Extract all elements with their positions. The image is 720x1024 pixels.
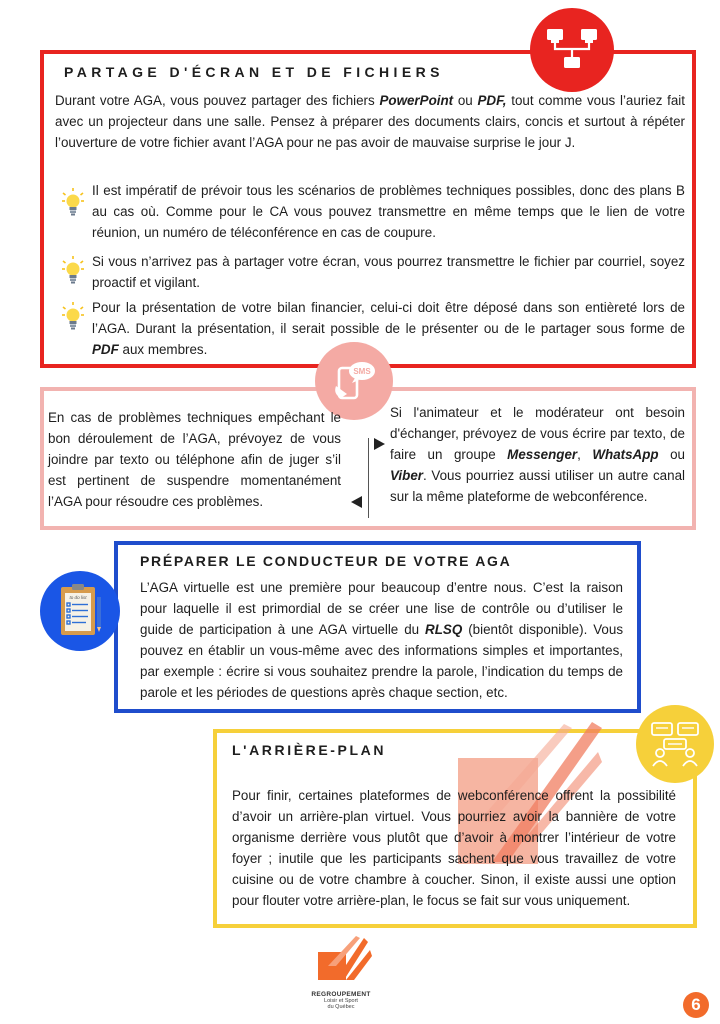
tip-text: Pour la présentation de votre bilan financier, celui-ci doit être déposé dans son entièreté lors de l’AGA. Durant la présentation, il serait possible de le présenter ou de le partager sous forme de: [92, 300, 685, 336]
conducteur-title: PRÉPARER LE CONDUCTEUR DE VOTRE AGA: [140, 553, 512, 569]
logo-line-1: REGROUPEMENT: [311, 991, 371, 998]
logo-line-2: Loisir et Sport: [324, 998, 358, 1004]
lightbulb-icon: [62, 302, 84, 330]
lightbulb-icon: [62, 188, 84, 216]
todo-list-icon: [55, 583, 105, 639]
sms-text: ,: [577, 447, 593, 462]
pdf-label: PDF: [92, 342, 119, 357]
todo-icon-label: to do list: [69, 595, 87, 600]
messenger-label: Messenger: [507, 447, 578, 462]
logo-line-3: du Québec: [327, 1004, 355, 1010]
intro-text: Durant votre AGA, vous pouvez partager des fichiers: [55, 93, 380, 108]
conducteur-text: L’AGA virtuelle est une première pour beaucoup d’entre nous. C’est la raison pour laquelle il est primordial de se créer une lise de contrôle ou d’utiliser le guide de participation à une AGA virtuelle du: [140, 580, 623, 637]
sms-phone-icon: [331, 358, 377, 404]
chat-people-icon: [650, 719, 700, 769]
page-number-badge: [683, 992, 709, 1018]
tip-text: aux membres.: [118, 342, 208, 357]
todo-icon-badge: [40, 571, 120, 651]
pdf-label: PDF,: [477, 93, 507, 108]
intro-text: ou: [453, 93, 478, 108]
sms-left-text: En cas de problèmes techniques empêchant le bon déroulement de l’AGA, prévoyez de vous joindre par texto ou téléphone afin de juger s’il est pertinent de suspendre momentanément l’AGA pour résoudre ces problèmes.: [48, 410, 341, 509]
rlsq-logo: [306, 936, 376, 1016]
conducteur-text: (bientôt disponible). Vous pouvez en établir un vous-même avec des informations simples et importantes, par exemple : écrire si vous souhaitez prendre la parole, l’indication du temps de parole et les périodes de questions après chaque section, etc.: [140, 622, 624, 700]
column-divider: [368, 438, 369, 518]
rlsq-logo-mark: [306, 936, 376, 984]
sms-text: . Vous pourriez aussi utiliser un autre canal sur la même plateforme de webconférence.: [390, 468, 685, 504]
intro-text: tout comme vous l’auriez fait avec un projecteur dans une salle. Pensez à préparer des documents clairs, concis et surtout à répéter l’ouverture de votre fichier avant l’AGA pour ne pas avoir de mauvaise surprise le jour J.: [55, 93, 685, 150]
divider-arrow-left: [351, 496, 362, 508]
rlsq-label: RLSQ: [425, 622, 463, 637]
whatsapp-label: WhatsApp: [592, 447, 659, 462]
sms-text: ou: [658, 447, 685, 462]
sms-icon-label: SMS: [353, 367, 371, 376]
lightbulb-icon: [62, 256, 84, 284]
network-icon: [545, 27, 599, 73]
conducteur-body: [140, 577, 623, 703]
viber-label: Viber: [390, 468, 423, 483]
network-icon-badge: [530, 8, 614, 92]
background-title: L'ARRIÈRE-PLAN: [232, 742, 387, 758]
tip-share-by-email: Si vous n’arrivez pas à partager votre écran, vous pourrez transmettre le fichier par courriel, soyez proactif et vigilant.: [92, 254, 685, 290]
sms-text: Si l'animateur et le modérateur ont besoin d'échanger, prévoyez de vous écrire par texto, de faire un groupe: [390, 405, 685, 462]
background-body: Pour finir, certaines plateformes de webconférence offrent la possibilité d’avoir un arrière-plan virtuel. Vous pourriez avoir la bannière de votre organisme derrière vous plutôt que d’avoir à montrer l’intérieur de votre foyer ; inutile que les participants sachent que vous travaillez de votre cuisine ou de votre chambre à coucher. Sinon, il existe aussi une option pour flouter votre arrière-plan, le focus se fait sur vous uniquement.: [232, 788, 676, 908]
divider-arrow-right: [374, 438, 385, 450]
tip-technical-issues: Il est impératif de prévoir tous les scénarios de problèmes techniques possibles, donc des plans B au cas où. Comme pour le CA vous pouvez transmettre en même temps que le lien de votre réunion, un numéro de téléconférence en cas de coupure.: [92, 183, 685, 240]
sms-right-text: [390, 402, 685, 507]
file-sharing-intro: [55, 90, 685, 153]
page-number: 6: [691, 995, 701, 1014]
chat-icon-badge: [636, 705, 714, 783]
file-sharing-title: PARTAGE D'ÉCRAN ET DE FICHIERS: [64, 64, 444, 80]
powerpoint-label: PowerPoint: [379, 93, 454, 108]
tip-financial-report: [92, 297, 685, 360]
